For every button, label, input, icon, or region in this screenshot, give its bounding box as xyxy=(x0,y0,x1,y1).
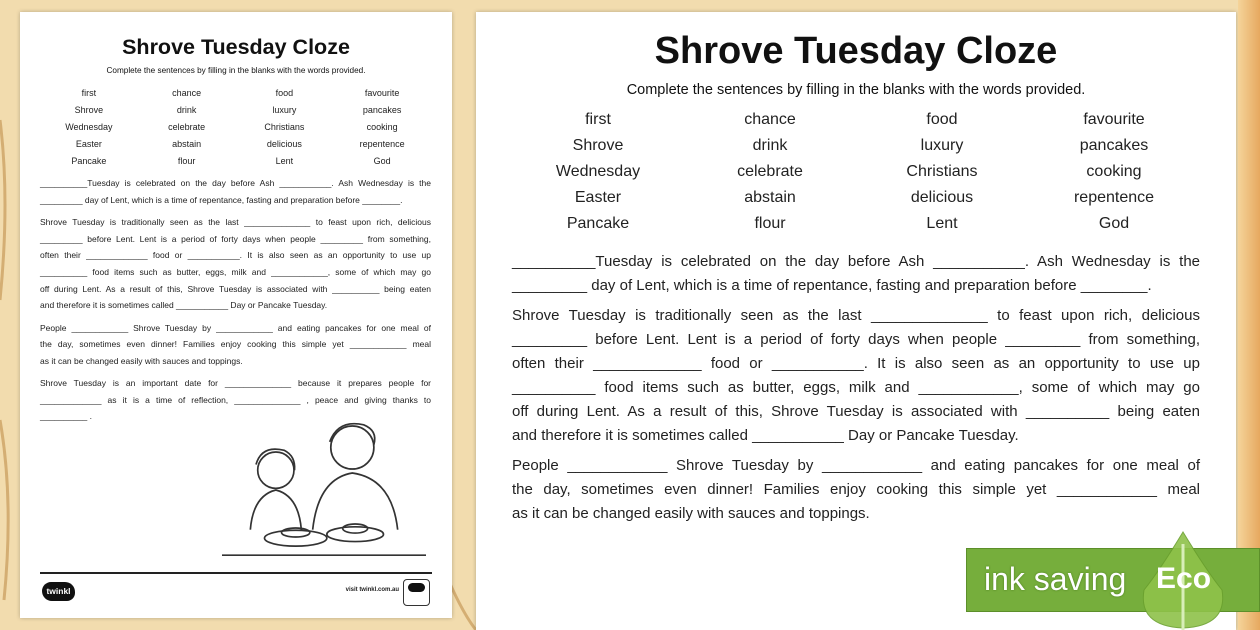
word-bank-item: drink xyxy=(176,105,197,115)
word-bank-item: Christians xyxy=(906,163,978,180)
worksheet-title: Shrove Tuesday Cloze xyxy=(654,30,1058,72)
cloze-line: Shrove Tuesday is traditionally seen as the last ______________ to feast upon rich, delicious xyxy=(40,216,431,227)
word-bank-item: Wednesday xyxy=(555,163,641,180)
worksheet-preview-page xyxy=(20,12,452,618)
word-bank-item: Pancake xyxy=(566,215,630,232)
cloze-line: and therefore it is sometimes called ___________ Day or Pancake Tuesday. xyxy=(40,300,328,311)
cloze-line: as it can be changed easily with sauces and toppings. xyxy=(40,355,243,366)
cloze-line: Shrove Tuesday is an important date for ______________ because it prepares people for xyxy=(40,378,431,389)
cloze-line: _________ day of Lent, which is a time of repentance, fasting and preparation before ________. xyxy=(40,194,403,205)
eco-label: Eco xyxy=(1156,562,1212,595)
word-bank xyxy=(512,110,1200,240)
cloze-paragraph xyxy=(512,252,1200,300)
word-bank-item: luxury xyxy=(920,137,964,154)
cloze-line: often their _____________ food or ___________. It is also seen as an opportunity to use up xyxy=(40,250,431,261)
word-bank-item: Wednesday xyxy=(65,122,113,132)
word-bank-item: delicious xyxy=(910,189,974,206)
word-bank-item: Lent xyxy=(926,215,958,232)
twinkl-logo: twinkl xyxy=(42,582,75,601)
cloze-line: as it can be changed easily with sauces and toppings. xyxy=(512,505,870,522)
word-bank-item: Pancake xyxy=(71,156,107,166)
word-bank-item: pancakes xyxy=(1079,137,1149,154)
word-bank-item: chance xyxy=(744,111,796,128)
cloze-line: _________ day of Lent, which is a time of repentance, fasting and preparation before ________. xyxy=(512,277,1152,294)
word-bank-item: repentence xyxy=(1073,189,1155,206)
cloze-line: off during Lent. As a result of this, Shrove Tuesday is associated with __________ being eaten xyxy=(40,283,431,294)
cloze-line: __________Tuesday is celebrated on the day before Ash ___________. Ash Wednesday is the xyxy=(512,253,1200,270)
cloze-paragraph xyxy=(40,216,431,316)
cloze-paragraph xyxy=(40,177,431,210)
word-bank-item: abstain xyxy=(744,189,796,206)
cloze-line: _________ before Lent. Lent is a period of forty days when people _________ from something, xyxy=(40,233,431,244)
cloze-line: the day, sometimes even dinner! Families enjoy cooking this simple yet ____________ meal xyxy=(40,339,431,350)
footer-visit-link[interactable]: visit twinkl.com.au xyxy=(345,587,399,593)
word-bank-item: delicious xyxy=(266,139,302,149)
word-bank-item: favourite xyxy=(364,88,400,98)
word-bank-item: flour xyxy=(754,215,786,232)
worksheet-instructions: Complete the sentences by filling in the blanks with the words provided. xyxy=(626,82,1086,98)
word-bank-item: Shrove xyxy=(572,137,624,154)
word-bank xyxy=(40,87,431,172)
cloze-line: and therefore it is sometimes called ___________ Day or Pancake Tuesday. xyxy=(512,427,1019,444)
word-bank-item: God xyxy=(373,156,391,166)
word-bank-item: first xyxy=(81,88,97,98)
cloze-text xyxy=(512,252,1200,534)
footer-rule xyxy=(40,572,432,574)
family-cooking-illustration xyxy=(222,416,426,564)
word-bank-item: Lent xyxy=(275,156,294,166)
word-bank-item: Easter xyxy=(574,189,622,206)
word-bank-item: celebrate xyxy=(737,163,803,180)
worksheet-instructions: Complete the sentences by filling in the blanks with the words provided. xyxy=(106,66,366,75)
cloze-line: Shrove Tuesday is traditionally seen as the last ______________ to feast upon rich, delicious xyxy=(512,307,1200,324)
word-bank-item: food xyxy=(926,111,958,128)
cloze-line: _________ before Lent. Lent is a period of forty days when people _________ from something, xyxy=(512,331,1200,348)
cloze-line: __________ food items such as butter, eggs, milk and ____________, some of which may go xyxy=(40,266,431,277)
word-bank-item: repentence xyxy=(359,139,405,149)
cloze-line: the day, sometimes even dinner! Families enjoy cooking this simple yet ____________ meal xyxy=(512,481,1200,498)
worksheet-title: Shrove Tuesday Cloze xyxy=(122,35,350,59)
word-bank-item: abstain xyxy=(172,139,202,149)
word-bank-item: drink xyxy=(752,137,788,154)
word-bank-item: celebrate xyxy=(168,122,206,132)
word-bank-item: Christians xyxy=(264,122,305,132)
word-bank-item: pancakes xyxy=(362,105,402,115)
word-bank-item: flour xyxy=(177,156,196,166)
cloze-paragraph xyxy=(512,306,1200,450)
worksheet-zoomed-page xyxy=(476,12,1236,630)
word-bank-item: favourite xyxy=(1083,111,1145,128)
cloze-line: __________ food items such as butter, eggs, milk and ____________, some of which may go xyxy=(512,379,1200,396)
word-bank-item: Shrove xyxy=(74,105,104,115)
cloze-line: _____________ as it is a time of reflection, ______________ , peace and giving thanks to xyxy=(40,394,431,405)
cloze-line: __________ . xyxy=(40,411,92,422)
cloze-paragraph xyxy=(512,456,1200,528)
cloze-line: People ____________ Shrove Tuesday by ____________ and eating pancakes for one meal of xyxy=(512,457,1200,474)
word-bank-item: food xyxy=(275,88,294,98)
cloze-line: often their _____________ food or ___________. It is also seen as an opportunity to use up xyxy=(512,355,1200,372)
cloze-line: __________Tuesday is celebrated on the day before Ash ___________. Ash Wednesday is the xyxy=(40,178,431,188)
word-bank-item: chance xyxy=(172,88,202,98)
word-bank-item: first xyxy=(585,111,611,128)
word-bank-item: cooking xyxy=(1086,163,1142,180)
word-bank-item: cooking xyxy=(366,122,398,132)
word-bank-item: God xyxy=(1098,215,1130,232)
wood-edge xyxy=(1238,0,1260,630)
cloze-line: off during Lent. As a result of this, Shrove Tuesday is associated with __________ being eaten xyxy=(512,403,1200,420)
cloze-line: People ____________ Shrove Tuesday by ____________ and eating pancakes for one meal of xyxy=(40,322,431,333)
quality-seal-icon xyxy=(403,579,430,606)
cloze-text xyxy=(40,177,431,433)
word-bank-item: luxury xyxy=(272,105,297,115)
ink-saving-label: ink saving xyxy=(984,561,1127,597)
cloze-paragraph xyxy=(40,322,431,372)
word-bank-item: Easter xyxy=(75,139,102,149)
